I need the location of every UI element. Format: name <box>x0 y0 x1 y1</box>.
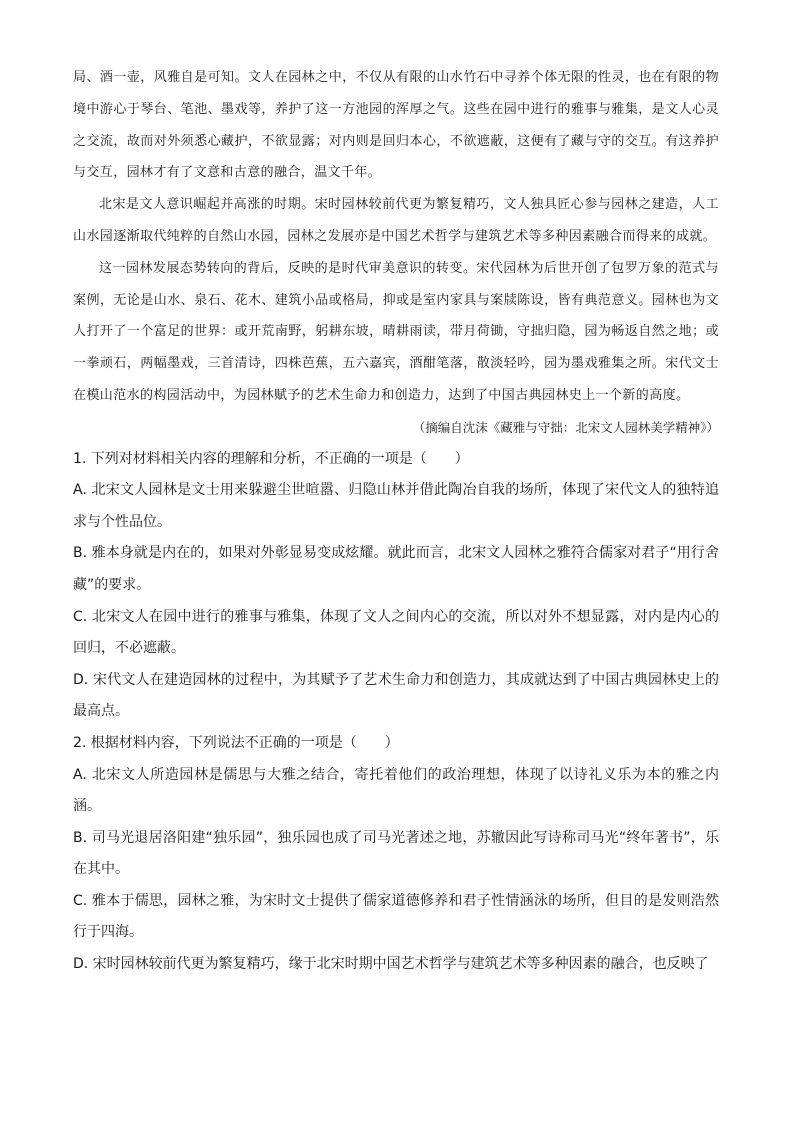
question-2-option-d: D. 宋时园林较前代更为繁复精巧，缘于北宋时期中国艺术哲学与建筑艺术等多种因素的融合，也反映了 <box>73 956 709 973</box>
question-1-option-b: B. 雅本身就是内在的，如果对外彰显易变成炫耀。就此而言，北宋文人园林之雅符合儒家对君子“用行舍藏”的要求。 <box>73 545 719 593</box>
question-1-option-d: D. 宋代文人在建造园林的过程中，为其赋予了艺术生命力和创造力，其成就达到了中国古典园林史上的最高点。 <box>73 671 719 720</box>
question-2-option-a: A. 北宋文人所造园林是儒思与大雅之结合，寄托着他们的政治理想，体现了以诗礼义乐为本的雅之内涵。 <box>73 766 719 815</box>
question-2-stem: 2. 根据材料内容，下列说法不正确的一项是（ ） <box>73 734 399 751</box>
question-1 <box>73 444 719 728</box>
passage-source: （摘编自沈沫《藏雅与守拙：北宋文人园林美学精神》） <box>412 419 719 435</box>
question-1-option-c: C. 北宋文人在园中进行的雅事与雅集，体现了文人之间内心的交流，所以对外不想显露，对内是内心的回归，不必遮蔽。 <box>73 608 719 657</box>
question-2-option-c: C. 雅本于儒思，园林之雅，为宋时文士提供了儒家道德修养和君子性情涵泳的场所，但目的是发则浩然行于四海。 <box>73 892 719 941</box>
document-page <box>73 62 719 981</box>
passage-paragraph-1: 局、酒一壶，风雅自是可知。文人在园林之中，不仅从有限的山水竹石中寻养个体无限的性灵，也在有限的物境中游心于琴台、笔池、墨戏等，养护了这一方池园的浑厚之气。这些在园中进行的雅事与雅集，是文人心灵之交流，故而对外须悉心藏护，不欲显露；对内则是回归本心，不欲遮蔽，这便有了藏与守的交互。有这养护与交互，园林才有了文意和古意的融合，温文千年。 <box>73 70 719 181</box>
question-1-option-a: A. 北宋文人园林是文士用来躲避尘世喧嚣、归隐山林并借此陶冶自我的场所，体现了宋代文人的独特追求与个性品位。 <box>73 482 719 530</box>
passage-paragraph-2: 北宋是文人意识崛起并高涨的时期。宋时园林较前代更为繁复精巧，文人独具匠心参与园林之建造，人工山水园逐渐取代纯粹的自然山水园，园林之发展亦是中国艺术哲学与建筑艺术等多种因素融合而得来的成就。 <box>73 197 719 244</box>
question-1-stem: 1. 下列对材料相关内容的理解和分析，不正确的一项是（ ） <box>73 450 469 467</box>
question-2-option-b: B. 司马光退居洛阳建“独乐园”，独乐园也成了司马光著述之地，苏辙因此写诗称司马光“终年著书”，乐在其中。 <box>73 829 719 878</box>
question-2 <box>73 728 719 981</box>
passage-paragraph-3: 这一园林发展态势转向的背后，反映的是时代审美意识的转变。宋代园林为后世开创了包罗万象的范式与案例，无论是山水、泉石、花木、建筑小品或格局，抑或是室内家具与案牍陈设，皆有典范意义。园林也为文人打开了一个富足的世界：或开荒南野，躬耕东坡，晴耕雨读，带月荷锄，守拙归隐，园为畅返自然之地；或一拳顽石，两幅墨戏，三首清诗，四株芭蕉，五六嘉宾，酒酣笔落，散淡轻吟，园为墨戏雅集之所。宋代文士在模山范水的构园活动中，为园林赋予的艺术生命力和创造力，达到了中国古典园林史上一个新的高度。 <box>73 260 719 403</box>
